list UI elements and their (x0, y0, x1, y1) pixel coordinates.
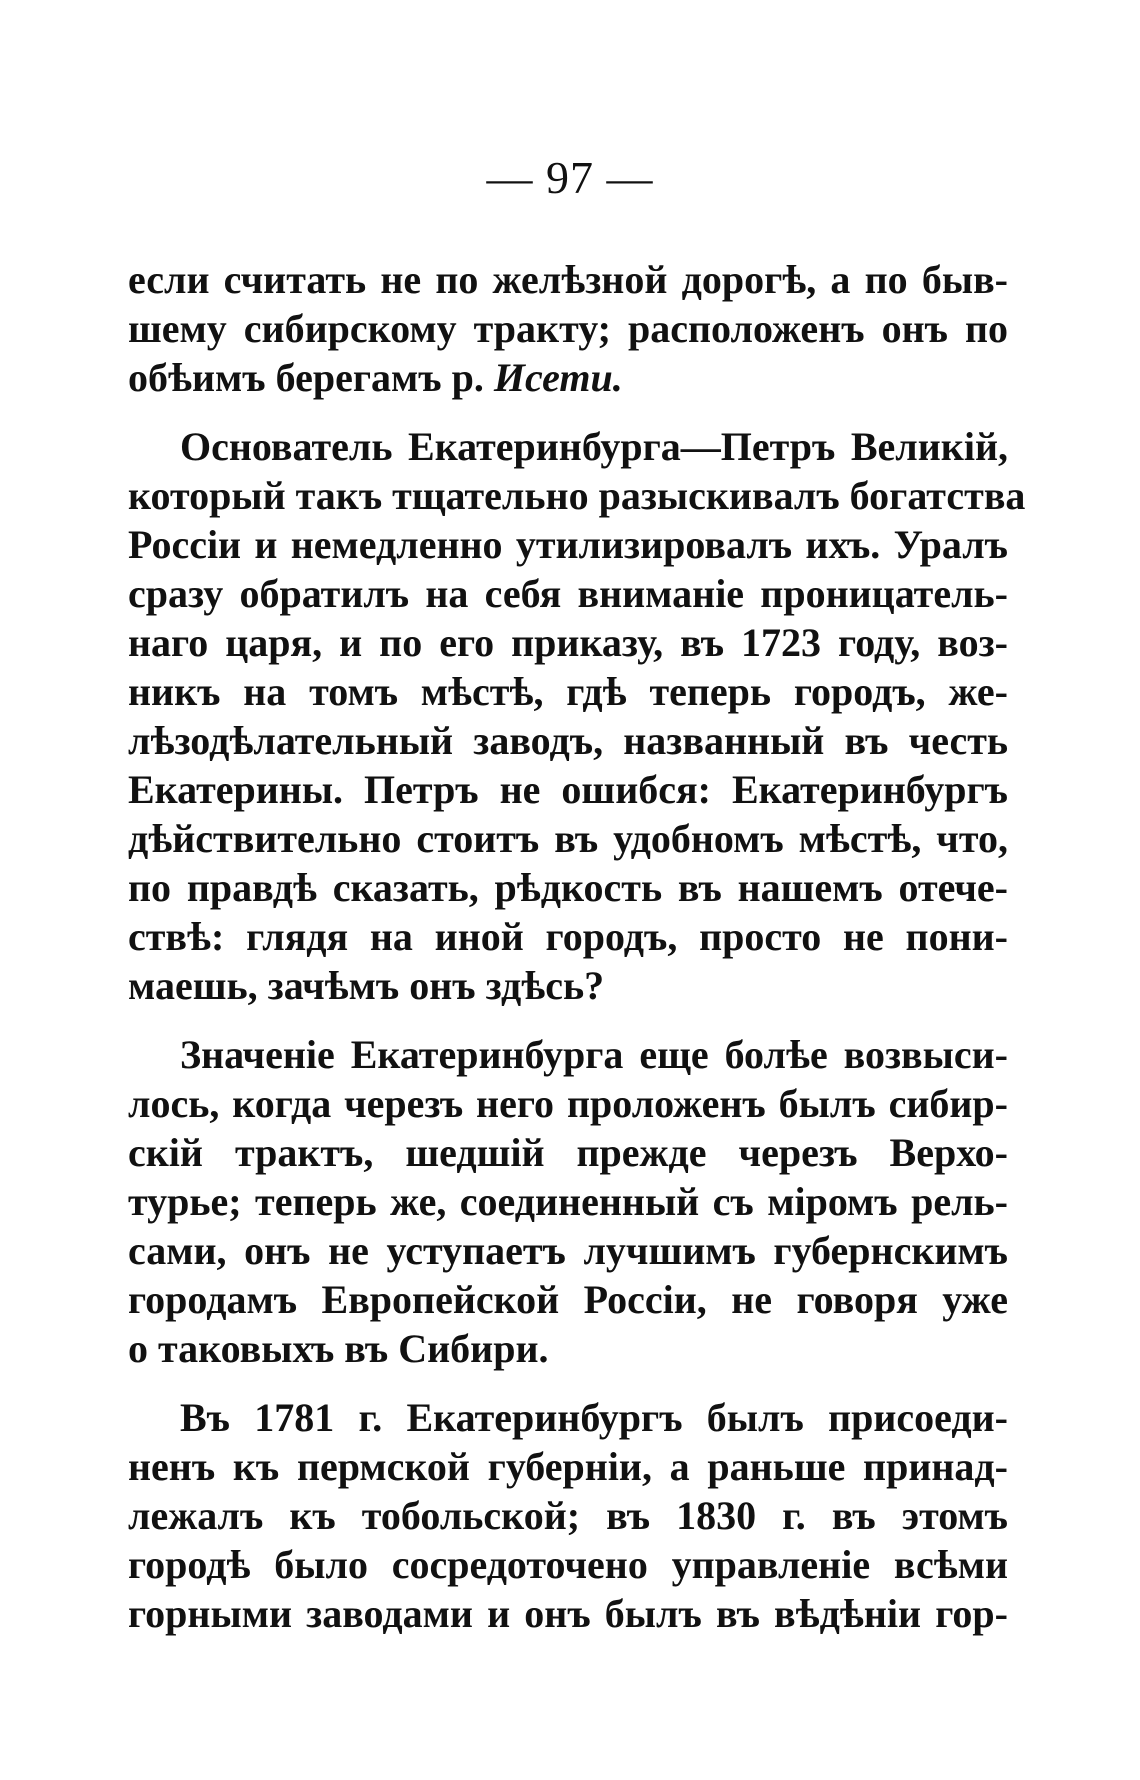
text-line: ненъ къ пермской губерніи, а раньше принад- (128, 1444, 1008, 1489)
text-line: турье; теперь же, соединенный съ міромъ рель- (128, 1179, 1008, 1224)
text-line-start: обѣимъ берегамъ р. (128, 355, 494, 400)
text-line: Значеніе Екатеринбурга еще болѣе возвыси- (180, 1032, 1008, 1077)
text-line: сами, онъ не уступаетъ лучшимъ губернскимъ (128, 1228, 1008, 1273)
text-line: шему сибирскому тракту; расположенъ онъ по (128, 306, 1008, 351)
text-line: лось, когда черезъ него проложенъ былъ сибир- (128, 1081, 1008, 1126)
paragraph-4 (128, 1393, 1008, 1638)
text-line: городѣ было сосредоточено управленіе всѣми (128, 1542, 1008, 1587)
page-number: — 97 — (486, 152, 654, 203)
text-line: никъ на томъ мѣстѣ, гдѣ теперь городъ, же- (128, 669, 1008, 714)
text-line: наго царя, и по его приказу, въ 1723 году, воз- (128, 620, 1008, 665)
text-line: Основатель Екатеринбурга—Петръ Великій, (180, 424, 1008, 469)
text-line (128, 353, 1008, 402)
paragraph-1 (128, 255, 1008, 402)
text-line: маешь, зачѣмъ онъ здѣсь? (128, 963, 605, 1008)
text-line: Въ 1781 г. Екатеринбургъ былъ присоеди- (180, 1395, 1008, 1440)
text-line: Екатерины. Петръ не ошибся: Екатеринбургъ (128, 767, 1008, 812)
text-line: сразу обратилъ на себя вниманіе проницатель- (128, 571, 1008, 616)
text-line: Россіи и немедленно утилизировалъ ихъ. Уралъ (128, 522, 1008, 567)
text-line: по правдѣ сказать, рѣдкость въ нашемъ отече- (128, 865, 1008, 910)
paragraph-3 (128, 1030, 1008, 1373)
body-text (128, 255, 1026, 1638)
text-line: лежалъ къ тобольской; въ 1830 г. въ этомъ (128, 1493, 1008, 1538)
text-line: дѣйствительно стоитъ въ удобномъ мѣстѣ, что, (128, 816, 1008, 861)
text-line: ствѣ: глядя на иной городъ, просто не пони- (128, 914, 1008, 959)
text-line: если считать не по желѣзной дорогѣ, а по быв- (128, 257, 1008, 302)
text-line: скій трактъ, шедшій прежде черезъ Верхо- (128, 1130, 1008, 1175)
paragraph-2 (128, 422, 1026, 1010)
text-line: городамъ Европейской Россіи, не говоря уже (128, 1277, 1008, 1322)
text-line: о таковыхъ въ Сибири. (128, 1326, 549, 1371)
text-line: который такъ тщательно разыскивалъ богатства (128, 473, 1026, 518)
river-name-italic: Исети. (493, 355, 623, 400)
text-line: горными заводами и онъ былъ въ вѣдѣніи гор- (128, 1591, 1008, 1636)
text-line: лѣзодѣлательный заводъ, названный въ честь (128, 718, 1008, 763)
